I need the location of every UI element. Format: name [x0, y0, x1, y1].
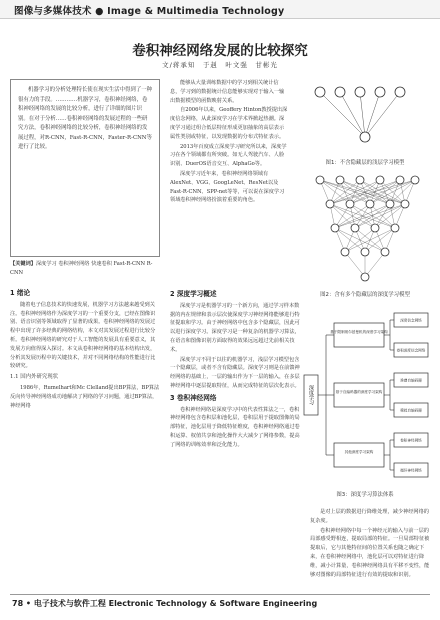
taxonomy-group-box [334, 323, 384, 347]
keywords-label: 【关键词】 [10, 261, 36, 267]
network-edge [345, 252, 365, 277]
taxonomy-group-label: 基于限制玻尔兹曼机的深度学习架构 [330, 330, 388, 334]
paper-authors: 文/蒋承知 于赳 叶文强 甘彬光 [162, 61, 278, 69]
section-header: 图像与多媒体技术 ● Image & Multimedia Technology [14, 6, 285, 17]
network-node [361, 248, 369, 256]
network-node [361, 273, 369, 281]
subheading-research-status: 1.1 国内外研究现状 [10, 374, 59, 381]
paragraph: 是对上层的数据进行降维处理，减少神经网络的复杂度。 [310, 509, 429, 524]
keywords-text: 深度学习 卷积神经网络 快速卷积 Fast-R-CNN R-CNN [10, 261, 153, 276]
network-edge [345, 228, 375, 252]
network-node [366, 200, 374, 208]
journal-header-bar [0, 0, 440, 19]
network-node [326, 200, 334, 208]
paragraph: 随着电子信息技术的快速发展，机器学习方法越来越受到关注。卷积神经网络作为深度学习的一个重要分支，已经在图像识别、语音识别等领域取得了显著的成果。卷积神经网络的发展过程中出现了许多经典的网络结构，本文对其发展过程进行比较分析。卷积神经网络的研究对于人工智能的发展具有重要意义，其发展方向值得深入探讨。本文从卷积神经网络的基本结构出发，分析其发展历程中的关键技术，并对不同网络结构的性能进行比较研究。 [10, 301, 156, 370]
figure-dl-taxonomy [300, 305, 430, 485]
keywords [10, 260, 160, 278]
paragraph: 2013年百度成立深度学习研究所以来，深度学习在各个领域都有所突破。如无人驾驶汽车、人脸识别、DuerOS语音交互、AlphaGo等。 [170, 143, 287, 168]
paragraph: 自2006年以来，Geoffery Hinton教授提出深度信念网络，从此深度学习在学术界掀起热潮。深度学习通过组合低层特征形成更加抽象的高层表示属性类别或特征，以发现数据的分布式特征表示。 [170, 107, 288, 140]
figure-shallow-network [300, 82, 430, 152]
taxonomy-item-label: 堆叠自编码器 [400, 378, 422, 383]
paragraph: 深度学习不同于以往的机器学习，浅层学习模型包含一个隐藏层，或者不含有隐藏层。深度学习则是在前馈神经网络的基础上，一层的输出作为下一层的输入，在多层神经网络中逐层提取特征，从而完成特征的层次化表示。 [170, 356, 300, 389]
network-edge [365, 228, 395, 252]
taxonomy-root-label: 深度学习 [308, 385, 314, 405]
abstract-box: 机器学习的分析处理特长使在现实生活中得到了一种很有力的手段。…………机器学习，卷积神经网络，卷积神经网络的发展的比较分析，进行了详细的图片识别。在对于分析……卷积神经网络的发展过程的一些研究方法，卷积神经网络的比较分析，卷积神经网络的发展过程，对R-CNN，Fast-R-CNN，Faster-R-CNN等进行了比较。 [10, 79, 160, 257]
network-node [381, 248, 389, 256]
paragraph: 卷积神经网络是深度学习中的代表性算法之一，卷积神经网络包含卷积层和池化层，卷积层用于提取图像的局部特征，池化层用于降低特征维度，卷积神经网络通过卷积运算、权值共享和池化操作大大减少了网络参数，提高了网络的训练效率和泛化能力。 [170, 406, 300, 448]
network-node [356, 176, 364, 184]
taxonomy-group-label: 其他深度学习架构 [344, 450, 374, 454]
middle-column [170, 79, 288, 285]
middle-column-lower [170, 287, 300, 587]
taxonomy-item-label: 稀疏自编码器 [400, 408, 422, 413]
network-node [391, 224, 399, 232]
heading-introduction: 1 绪论 [10, 289, 31, 297]
network-node [411, 176, 419, 184]
network-node [371, 224, 379, 232]
heading-cnn: 3 卷积神经网络 [170, 393, 217, 402]
input-node [395, 87, 405, 97]
input-node [315, 87, 325, 97]
network-node [346, 200, 354, 208]
network-node [396, 176, 404, 184]
footer-rule [10, 594, 430, 595]
page-footer: 78 • 电子技术与软件工程 Electronic Technology & Software Engineering [12, 599, 318, 608]
taxonomy-item-label: 深度信念网络 [400, 318, 422, 323]
heading-deep-learning: 2 深度学习概述 [170, 290, 217, 298]
figure-deep-network [300, 172, 430, 287]
network-node [351, 224, 359, 232]
taxonomy-group-box [334, 443, 384, 467]
figure-2-caption: 图2：含有多个隐藏层的深度学习模型 [320, 292, 410, 298]
input-node [375, 87, 385, 97]
figure-3-caption: 图3：深度学习算法体系 [336, 492, 394, 498]
paper-title: 卷积神经网络发展的比较探究 [132, 43, 308, 59]
network-node [316, 176, 324, 184]
paragraph: 1986年，Rumelhart和Mc Clelland提出BP算法，BP算法反向传导神经网络成功地解决了网络的学习问题，通过BP算法，神经网络 [10, 384, 160, 409]
output-node [360, 132, 370, 142]
paragraph: 深度学习近年来，卷积神经网络领域有AlexNet、VGG、GoogLeNet、ResNet以及Fast-R-CNN、SPP-net等等，可以说在深度学习领域卷积神经网络扮演着重要的角色。 [170, 170, 285, 204]
network-edge [365, 252, 385, 277]
paragraph: 深度学习是机器学习的一个新方向，通过学习样本数据的内在规律和表示层次使深度学习神经网络能够进行特征提取和学习。由于神经网络中包含多个隐藏层，因此可以进行深度学习。深度学习是一种复杂的机器学习算法，在语音和图像识别方面取得的效果远远超过先前相关技术。 [170, 302, 300, 353]
figure-1-caption: 图1：不含隐藏层的浅层学习模型 [325, 160, 405, 166]
taxonomy-group-box [334, 383, 384, 407]
network-node [401, 200, 409, 208]
right-column [310, 508, 432, 590]
network-node [341, 248, 349, 256]
taxonomy-item-label: 卷积神经网络 [400, 438, 422, 443]
paragraph: 能够从大量训练数据中的学习到相关统计信息，学习到的数据统计信息能够实现对于输入一输出数据模型的函数映射关系。 [170, 80, 285, 104]
taxonomy-item-label: 卷积深度信念网络 [396, 348, 426, 353]
taxonomy-item-label: 循环神经网络 [400, 468, 422, 473]
input-node [335, 87, 345, 97]
taxonomy-group-label: 基于自编码器的深度学习架构 [335, 390, 383, 394]
paragraph: 卷积神经网络中每一个神经元的输入与前一层的局部感受野相连，提取局部的特征。一旦局部特征被提取后，它与其他特征间的位置关系也随之确定下来，在卷积神经网络中，池化层可以对特征进行降维，减小计算量，卷积神经网络具有平移不变性，能够对图像的局部特征进行有效的提取和识别。 [310, 527, 430, 578]
network-node [336, 176, 344, 184]
network-node [386, 200, 394, 208]
network-node [331, 224, 339, 232]
network-node [376, 176, 384, 184]
input-node [355, 87, 365, 97]
left-column [10, 286, 160, 586]
